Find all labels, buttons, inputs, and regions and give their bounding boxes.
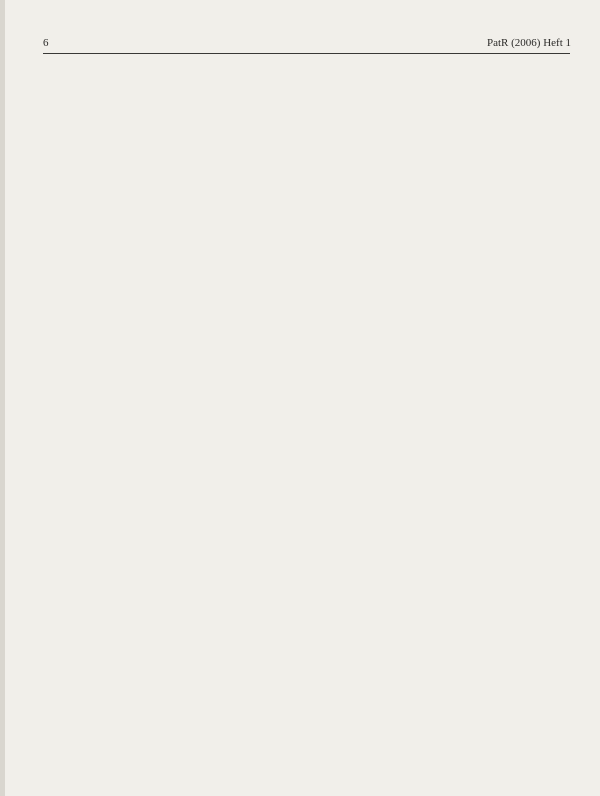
- left-column: [43, 77, 297, 787]
- page-edge-shadow: [0, 0, 5, 796]
- right-column: [314, 77, 568, 787]
- journal-header: PatR (2006) Heft 1: [486, 37, 571, 49]
- header-rule: [43, 53, 570, 54]
- page-number: 6: [43, 37, 49, 49]
